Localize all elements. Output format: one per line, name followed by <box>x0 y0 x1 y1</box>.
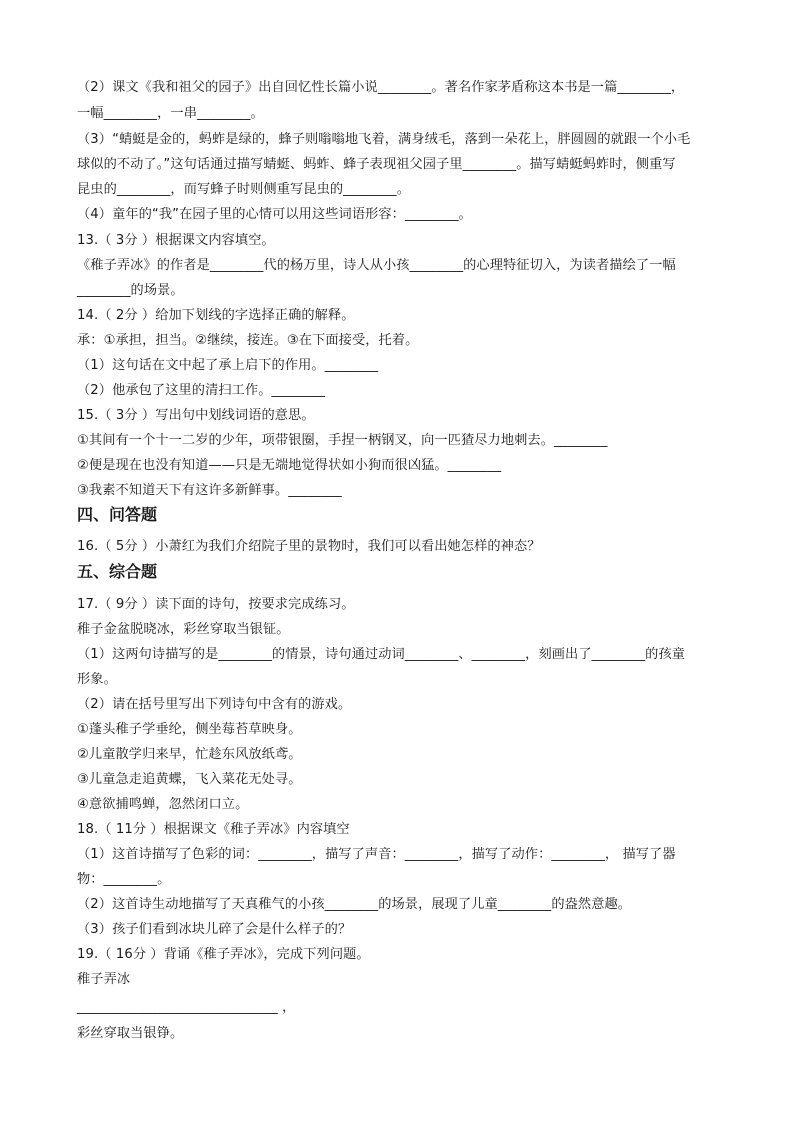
section-heading-qa: 四、问答题 <box>77 505 158 524</box>
q12-part2-line2: 一幅________，一串________。 <box>77 106 264 121</box>
q16-title: 16.（ 5分 ）小萧红为我们介绍院子里的景物时，我们可以看出她怎样的神态？ <box>77 539 541 554</box>
q13-line2: ________的场景。 <box>77 283 184 298</box>
q19-poem-line2: 彩丝穿取当银铮。 <box>77 1026 184 1041</box>
q18-part1-line1: （1）这首诗描写了色彩的词：________，描写了声音：________，描写了动作：________， 描写了器 <box>77 847 676 862</box>
q18-title: 18.（ 11分 ）根据课文《稚子弄冰》内容填空 <box>77 822 350 837</box>
q12-part3-line3: 昆虫的________，而写蜂子时则侧重写昆虫的________。 <box>77 182 410 197</box>
q18-part1-line2: 物：________。 <box>77 872 171 887</box>
q19-poem-title: 稚子弄冰 <box>77 972 131 987</box>
q14-sentence2: （2）他承包了这里的清扫工作。________ <box>77 383 326 398</box>
q12-part3-line2: 球似的不动了。”这句话通过描写蜻蜓、蚂蚱、蜂子表现祖父园子里________。描写蜻蜓蚂蚱时，侧重写 <box>77 157 676 172</box>
q17-part1-line2: 形象。 <box>77 672 117 687</box>
q13-line1: 《稚子弄冰》的作者是________代的杨万里，诗人从小孩________的心理特征切入，为读者描绘了一幅 <box>77 258 676 273</box>
q17-poem-line3: ③儿童急走追黄蝶，飞入菜花无处寻。 <box>77 772 302 787</box>
q14-sentence1: （1）这句话在文中起了承上启下的作用。________ <box>77 358 379 373</box>
q13-title: 13.（ 3分 ）根据课文内容填空。 <box>77 233 275 248</box>
q15-sentence2: ②便是现在也没有知道——只是无端地觉得状如小狗而很凶猛。________ <box>77 458 502 473</box>
q12-part4: （4）童年的“我”在园子里的心情可以用这些词语形容：________。 <box>77 207 472 222</box>
q15-title: 15.（ 3分 ）写出句中划线词语的意思。 <box>77 408 315 423</box>
q14-definitions: 承：①承担，担当。②继续，接连。③在下面接受，托着。 <box>77 333 419 348</box>
q18-part2: （2）这首诗生动地描写了天真稚气的小孩________的场景，展现了儿童________的盎然意趣。 <box>77 897 632 912</box>
q12-part3-line1: （3）“蜻蜓是金的，蚂蚱是绿的，蜂子则嗡嗡地飞着，满身绒毛，落到一朵花上，胖圆圆的就跟一个小毛 <box>77 132 691 147</box>
q17-part1-line1: （1）这两句诗描写的是________的情景，诗句通过动词________、________，刻画出了________的孩童 <box>77 647 686 662</box>
q12-part2-line1: （2）课文《我和祖父的园子》出自回忆性长篇小说________。著名作家茅盾称这本书是一篇________， <box>77 80 685 95</box>
q14-title: 14.（ 2分 ）给加下划线的字选择正确的解释。 <box>77 308 355 323</box>
q15-sentence3: ③我素不知道天下有这许多新鲜事。________ <box>77 483 342 498</box>
q19-title: 19.（ 16分 ）背诵《稚子弄冰》，完成下列问题。 <box>77 947 370 962</box>
q17-poem: 稚子金盆脱晓冰，彩丝穿取当银钲。 <box>77 622 290 637</box>
q18-part3: （3）孩子们看到冰块儿碎了会是什么样子的？ <box>77 922 352 937</box>
q17-poem-line2: ②儿童散学归来早，忙趁东风放纸鸢。 <box>77 747 302 762</box>
q17-poem-line1: ①蓬头稚子学垂纶，侧坐莓苔草映身。 <box>77 722 302 737</box>
q17-part2-title: （2）请在括号里写出下列诗句中含有的游戏。 <box>77 697 352 712</box>
q19-blank-line: ______________________________ ， <box>77 1000 296 1015</box>
q17-poem-line4: ④意欲捕鸣蝉，忽然闭口立。 <box>77 797 249 812</box>
q17-title: 17.（ 9分 ）读下面的诗句，按要求完成练习。 <box>77 597 355 612</box>
q15-sentence1: ①其间有一个十一二岁的少年，项带银圈，手捏一柄钢叉，向一匹猹尽力地刺去。________ <box>77 433 608 448</box>
section-heading-comprehensive: 五、综合题 <box>77 562 158 581</box>
